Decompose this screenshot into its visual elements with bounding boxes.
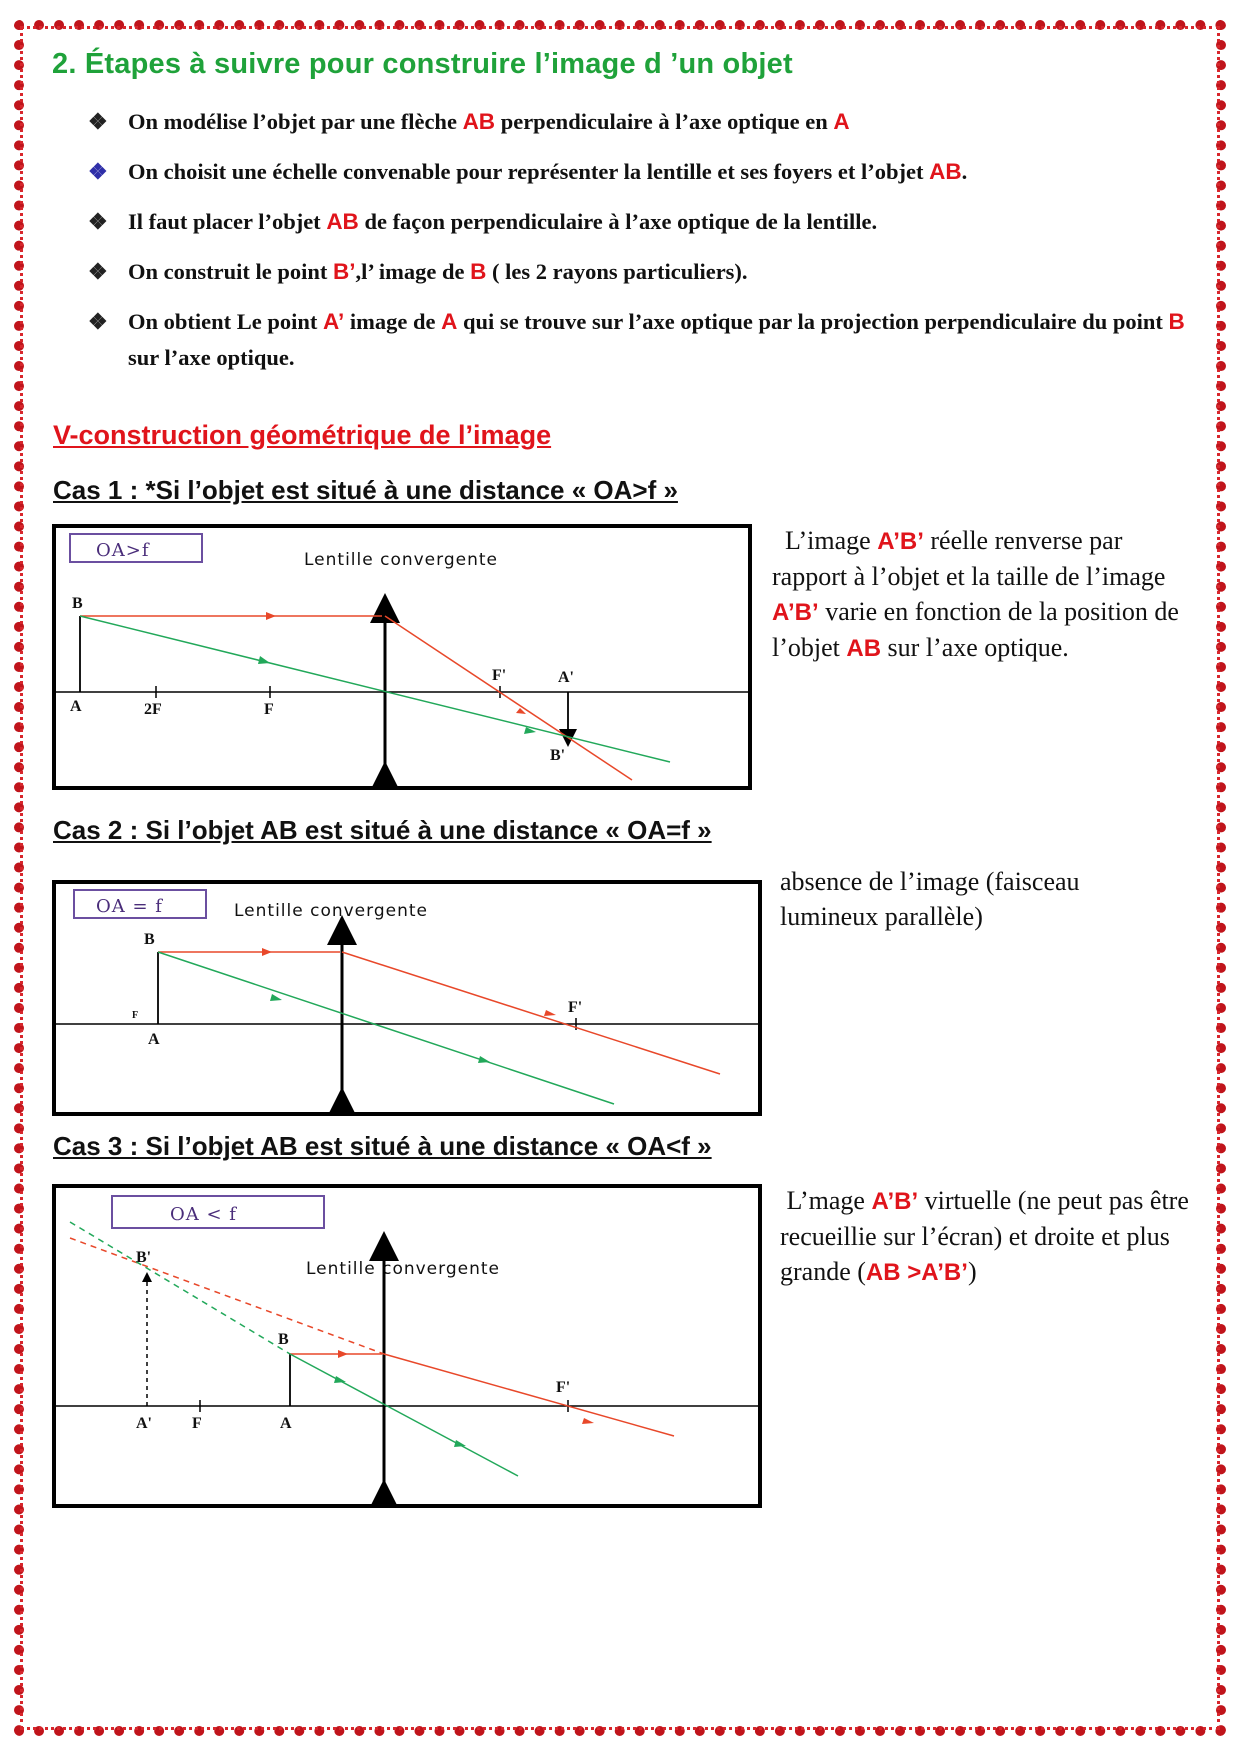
ray-green [290,1354,518,1476]
case-2-description: absence de l’image (faisceau lumineux parallèle) [780,867,1080,931]
list-item: ❖ On modélise l’objet par une flèche AB perpendiculaire à l’axe optique en A [88,104,1188,140]
point-Aprime: A' [558,669,574,686]
point-A: A [148,1031,160,1048]
point-F: F [132,1010,139,1021]
page-title: 2. Étapes à suivre pour construire l’image d ’un objet [52,48,793,80]
point-F: F [192,1415,202,1432]
case-1-description: L’image A’B’ réelle renverse par rapport à l’objet et la taille de l’image A’B’ varie en fonction de la position de l’objet AB sur l’axe optique. [772,526,1179,662]
case-3-description: L’mage A’B’ virtuelle (ne peut pas être recueillie sur l’écran) et droite et plus grande (AB >A’B’) [780,1186,1189,1286]
condition-label: OA = f [96,896,163,917]
point-Fprime: F' [568,999,583,1016]
case-1-heading: Cas 1 : *Si l’objet est situé à une distance « OA>f » [53,475,678,505]
condition-label: OA < f [170,1204,237,1225]
point-B: B [72,595,83,612]
point-F: F [264,701,274,718]
lens-label: Lentille convergente [304,550,498,570]
point-Bprime: B' [136,1249,152,1266]
case-3-diagram [52,1184,762,1508]
point-A: A [70,698,82,715]
case-3-heading: Cas 3 : Si l’objet AB est situé à une distance « OA<f » [53,1131,712,1161]
list-item: ❖ Il faut placer l’objet AB de façon perpendiculaire à l’axe optique de la lentille. [88,204,1188,240]
point-2F: 2F [144,701,162,718]
diamond-bullet-icon: ❖ [88,309,108,334]
point-Fprime: F' [492,667,507,684]
ray-green [80,616,670,762]
diamond-bullet-icon: ❖ [88,159,108,184]
list-item: ❖ On construit le point B’,l’ image de B ( les 2 rayons particuliers). [88,254,1188,290]
ray-green [158,952,614,1104]
diamond-bullet-icon: ❖ [88,109,108,134]
list-item: ❖ On choisit une échelle convenable pour représenter la lentille et ses foyers et l’objet AB. [88,154,1188,190]
diamond-bullet-icon: ❖ [88,259,108,284]
point-B: B [144,931,155,948]
lens-label: Lentille convergente [234,901,428,921]
point-Bprime: B' [550,747,566,764]
diamond-bullet-icon: ❖ [88,209,108,234]
ray-red-virtual [70,1238,384,1354]
condition-label: OA>f [96,540,150,561]
steps-list [88,104,1188,390]
case-2-diagram [52,880,762,1116]
point-Fprime: F' [556,1379,571,1396]
ray-green-virtual [70,1222,290,1354]
list-item: ❖ On obtient Le point A’ image de A qui se trouve sur l’axe optique par la projection perpendiculaire du point B sur l’axe optique. [88,304,1188,376]
point-Aprime: A' [136,1415,152,1432]
case-2-heading: Cas 2 : Si l’objet AB est situé à une distance « OA=f » [53,815,712,845]
lens-label: Lentille convergente [306,1259,500,1279]
section-title: V-construction géométrique de l’image [53,420,552,450]
point-A: A [280,1415,292,1432]
point-B: B [278,1331,289,1348]
case-1-diagram [52,524,752,790]
